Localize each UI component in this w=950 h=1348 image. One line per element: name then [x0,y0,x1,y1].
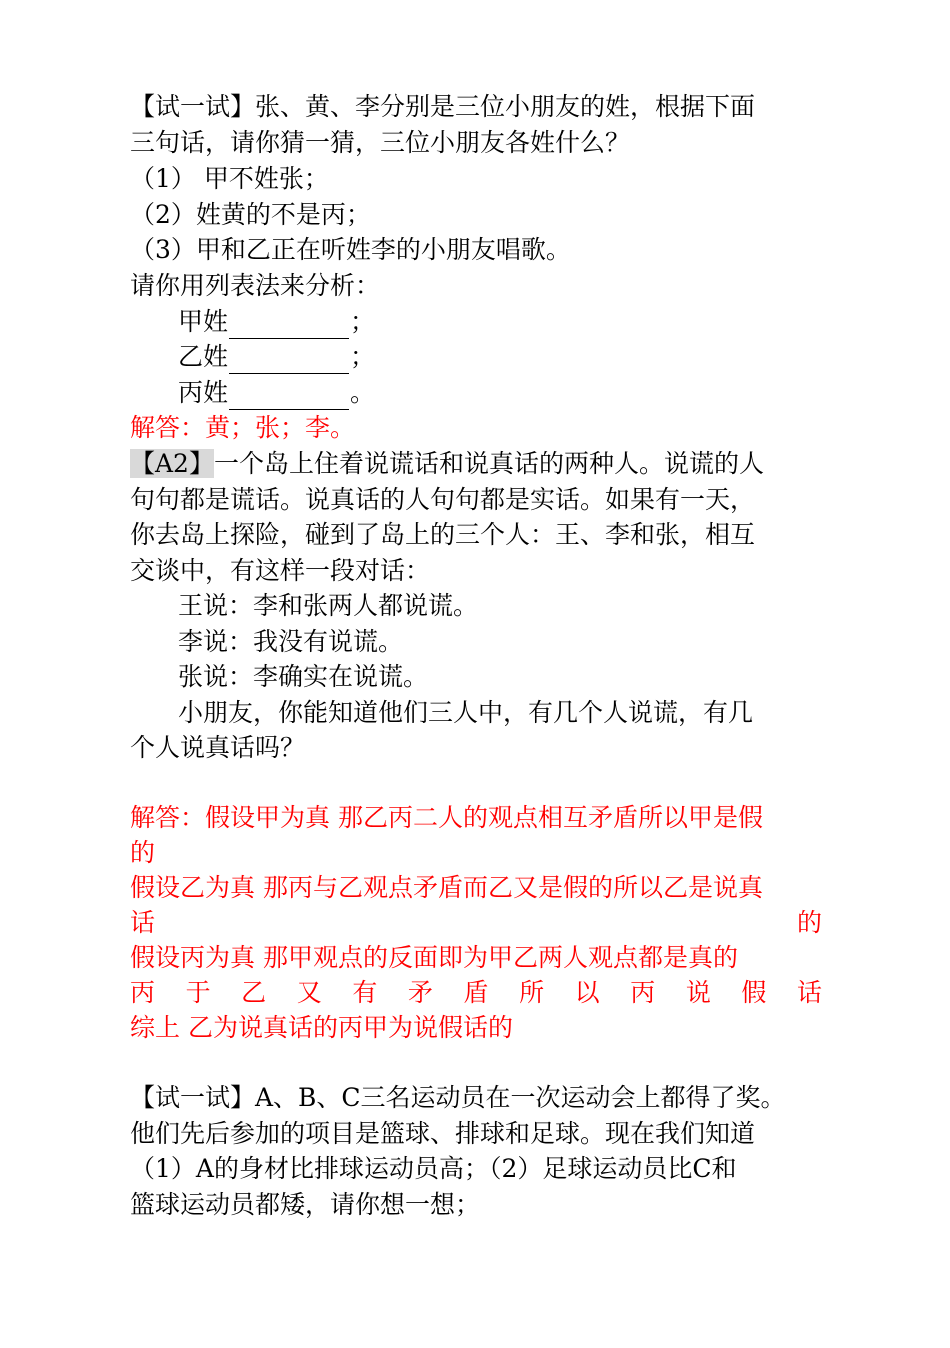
fill-end-jia: ； [350,307,376,336]
problem2-line1 [130,447,822,481]
answer2-line5: 假设丙为真 那甲观点的反面即为甲乙两人观点都是真的 [130,943,738,972]
fill-label-jia: 甲姓 [178,307,229,336]
fill-row-jia [178,305,822,339]
problem2-line3: 你去岛上探险，碰到了岛上的三个人：王、李和张，相互 [130,520,756,549]
answer-blank-yi[interactable] [229,347,349,374]
problem3-line2: 他们先后参加的项目是篮球、排球和足球。现在我们知道 [130,1119,756,1148]
answer2-line2: 的 [130,838,156,867]
answer-blank-bing[interactable] [229,383,349,410]
answer2-line1: 解答：假设甲为真 那乙丙二人的观点相互矛盾所以甲是假 [130,803,763,832]
problem3-line3: （1）A的身材比排球运动员高；（2）足球运动员比C和 [130,1154,737,1183]
problem3-line1: 【试一试】A、B、C三名运动员在一次运动会上都得了奖。 [130,1083,786,1112]
fill-label-yi: 乙姓 [178,342,229,371]
clue-3: （3）甲和乙正在听姓李的小朋友唱歌。 [130,235,571,264]
answer2-line6: 丙 于 乙 又 有 矛 盾 所 以 丙 说 假 话 [130,978,822,1007]
problem2-line2: 句句都是谎话。说真话的人句句都是实话。如果有一天， [130,485,756,514]
answer-1: 解答：黄；张；李。 [130,413,356,442]
problem1-line1: 【试一试】张、黄、李分别是三位小朋友的姓，根据下面 [130,92,756,121]
fill-label-bing: 丙姓 [178,378,229,407]
question-line2: 个人说真话吗？ [130,733,306,762]
clue-2: （2）姓黄的不是丙； [130,200,371,229]
problem-tag-a2: 【A2】 [130,449,214,478]
question-line1: 小朋友，你能知道他们三人中，有几个人说谎，有几 [178,698,754,727]
fill-end-bing: 。 [350,378,376,407]
answer2-line3: 假设乙为真 那丙与乙观点矛盾而乙又是假的所以乙是说真 [130,873,763,902]
answer-blank-jia[interactable] [229,312,349,339]
problem3-line4: 篮球运动员都矮，请你想一想； [130,1190,481,1219]
analysis-prompt: 请你用列表法来分析： [130,271,381,300]
problem1-line2: 三句话，请你猜一猜，三位小朋友各姓什么？ [130,128,631,157]
dialog-wang: 王说：李和张两人都说谎。 [178,591,479,620]
clue-1: （1） 甲不姓张； [130,164,329,193]
fill-end-yi: ； [350,342,376,371]
answer2-line4: 话 的 [130,908,822,937]
problem2-line1-text: 一个岛上住着说谎话和说真话的两种人。说谎的人 [213,449,764,478]
fill-row-bing [178,376,822,410]
fill-row-yi [178,340,822,374]
dialog-li: 李说：我没有说谎。 [178,627,404,656]
dialog-zhang: 张说：李确实在说谎。 [178,662,429,691]
problem2-line4: 交谈中，有这样一段对话： [130,556,431,585]
answer2-line7: 综上 乙为说真话的丙甲为说假话的 [130,1013,513,1042]
